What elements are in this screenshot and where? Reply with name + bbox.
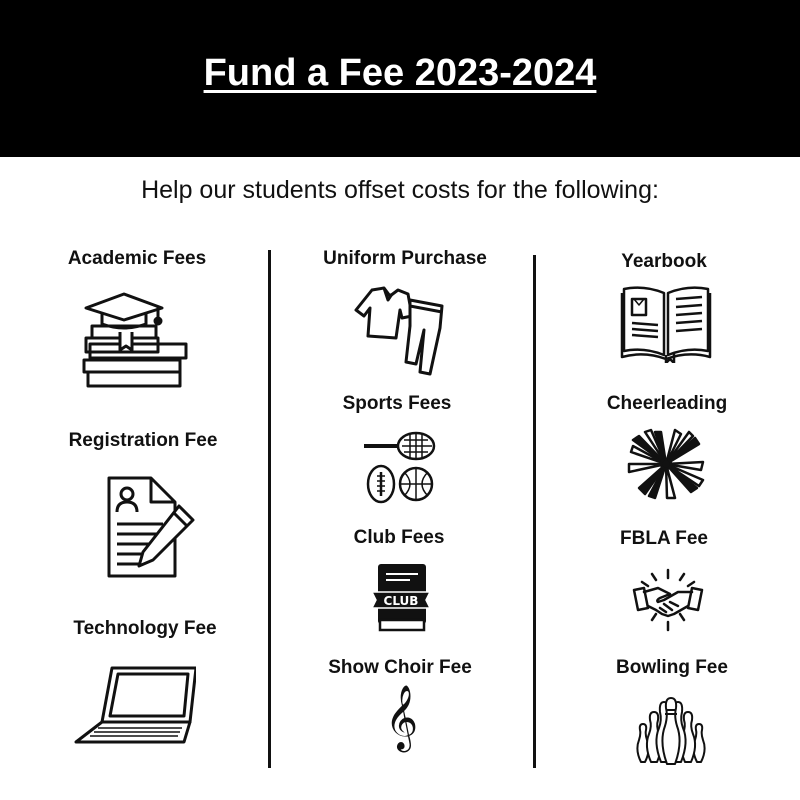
bowling-pins-icon [635, 696, 707, 766]
item-label-yearbook: Yearbook [621, 251, 707, 272]
sports-balls-icon [362, 430, 438, 504]
club-book-icon [370, 562, 432, 632]
page-title: Fund a Fee 2023-2024 [203, 52, 597, 94]
pom-pom-icon [627, 428, 705, 500]
item-label-academic-fees: Academic Fees [67, 248, 207, 269]
laptop-icon [72, 664, 196, 744]
graduation-books-icon [80, 288, 192, 392]
item-label-fbla-fee: FBLA Fee [620, 528, 708, 549]
item-label-club-fees: Club Fees [353, 527, 445, 548]
form-pencil-icon [105, 474, 197, 580]
column-divider-left [268, 250, 271, 768]
item-label-uniform-purchase: Uniform Purchase [323, 248, 487, 269]
item-label-bowling-fee: Bowling Fee [616, 657, 728, 678]
item-label-cheerleading: Cheerleading [606, 393, 728, 414]
handshake-icon [630, 568, 706, 632]
subtitle: Help our students offset costs for the following: [141, 176, 659, 204]
uniform-icon [354, 286, 446, 376]
treble-clef-icon: 𝄞 [385, 685, 419, 750]
item-label-registration-fee: Registration Fee [68, 430, 218, 451]
item-label-sports-fees: Sports Fees [342, 393, 452, 414]
club-badge-text: CLUB [383, 594, 419, 608]
item-label-show-choir-fee: Show Choir Fee [328, 657, 472, 678]
column-divider-right [533, 255, 536, 768]
yearbook-icon [620, 285, 712, 363]
item-label-technology-fee: Technology Fee [73, 618, 217, 639]
